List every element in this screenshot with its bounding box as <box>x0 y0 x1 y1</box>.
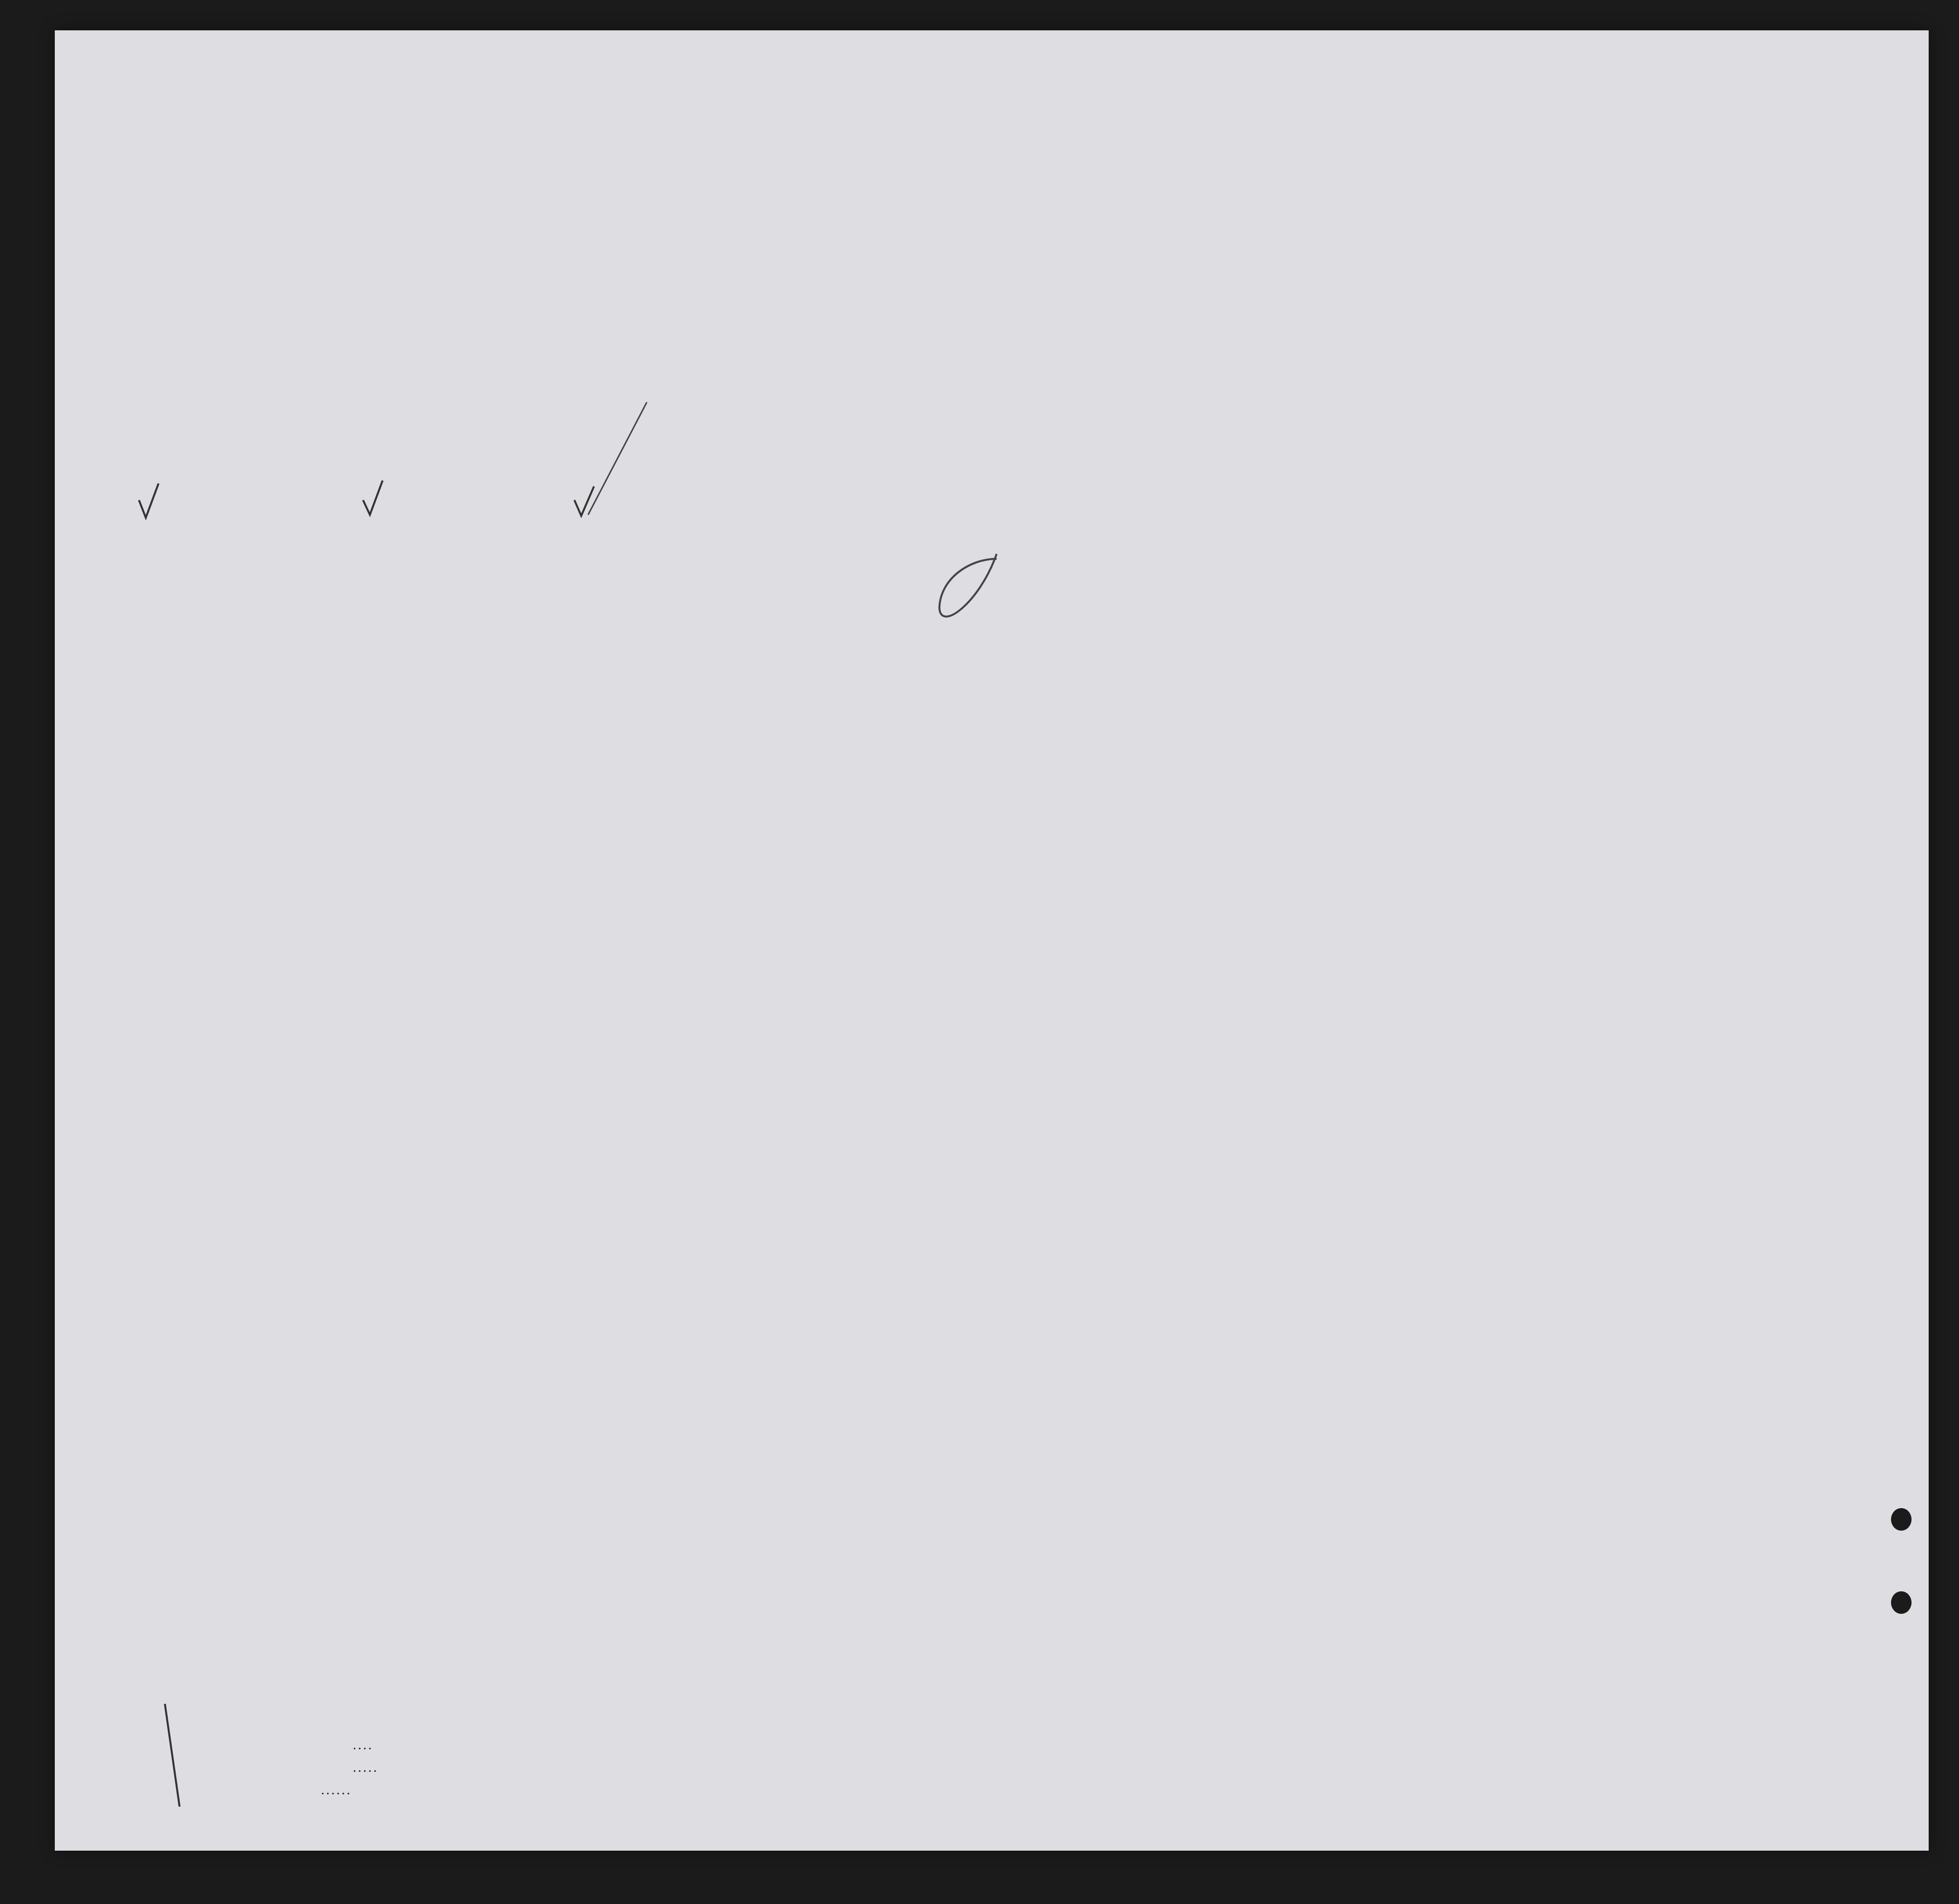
footer-citizens-dots: . . . . . <box>353 1763 377 1774</box>
footer-aliens-dots: . . . . . . <box>321 1785 350 1797</box>
check-marks <box>55 30 1929 1851</box>
manifest-sheet <box>55 30 1929 1851</box>
binder-hole-lower <box>1891 1591 1912 1614</box>
binder-hole-upper <box>1891 1508 1912 1531</box>
footer-total-dots: . . . . <box>353 1740 371 1752</box>
